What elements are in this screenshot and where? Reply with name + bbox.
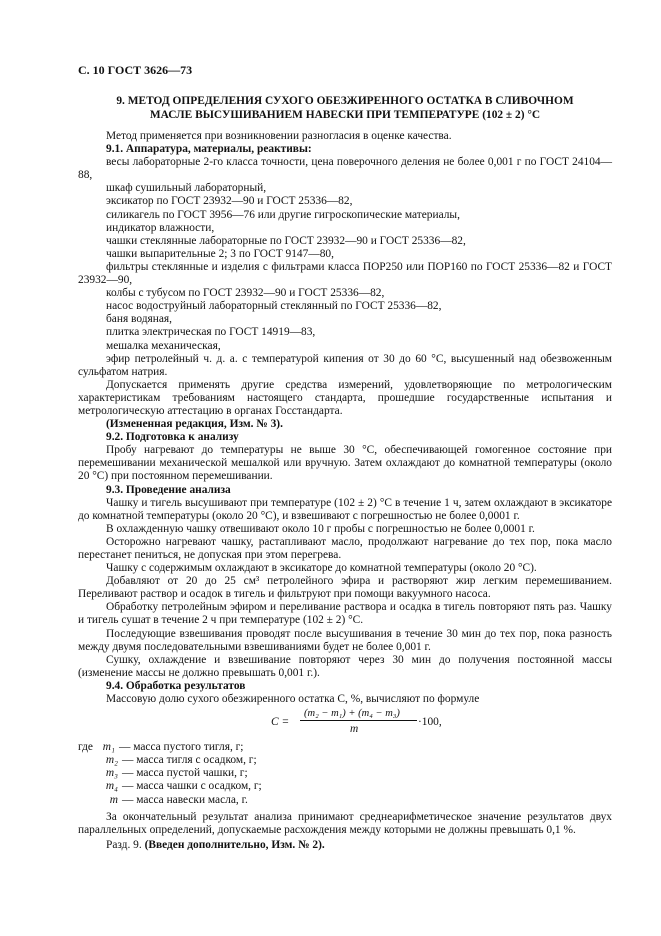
equipment-item: чашки выпарительные 2; 3 по ГОСТ 9147—80, (106, 247, 334, 260)
equipment-item: эксикатор по ГОСТ 23932—90 и ГОСТ 25336—82, (106, 195, 353, 208)
variable-text: — масса тигля с осадком, г; (122, 754, 257, 767)
variable-text: — масса пустого тигля, г; (118, 741, 244, 754)
procedure-paragraph: Чашку и тигель высушивают при температуре (102 ± 2) °С в течение 1 ч, затем охлаждают в эксикаторе до комнатной температуры (около 20 °С), и взвешивают с погрешностью не более 0,0001 г. (78, 496, 612, 522)
procedure-paragraph: Обработку петролейным эфиром и переливание раствора и осадка в тигель повторяют пять раз. Чашку и тигель сушат в течение 2 ч при температуре (102 ± 2) °С. (78, 601, 612, 627)
equipment-item: мешалка механическая, (106, 339, 221, 352)
equipment-item: насос водоструйный лабораторный стеклянный по ГОСТ 25336—82, (106, 300, 442, 313)
edition-note: (Измененная редакция, Изм. № 3). (106, 418, 283, 431)
formula-lead: Массовую долю сухого обезжиренного остатка С, %, вычисляют по формуле (106, 693, 480, 706)
formula-numerator: (m₂ − m₁) + (m₄ − m₃) (304, 708, 400, 720)
section-note-prefix: Разд. 9. (106, 838, 142, 851)
equipment-item: индикатор влажности, (106, 221, 215, 234)
intro-paragraph: Метод применяется при возникновении разногласия в оценке качества. (106, 130, 452, 142)
variable-symbol: m₁ (102, 741, 115, 754)
variable-text: — масса пустой чашки, г; (122, 767, 248, 780)
equipment-item: весы лабораторные 2-го класса точности, цена поверочного деления не более 0,001 г по ГОСТ 24104—88, (78, 156, 612, 182)
variable-definition (78, 754, 612, 767)
equipment-list (78, 156, 612, 379)
procedure-paragraph: Последующие взвешивания проводят после высушивания в течение 30 мин до тех пор, пока разность между двумя последовательными взвешиваниями будет не более 0,001 г. (78, 627, 612, 653)
subsection-9-2-heading: 9.2. Подготовка к анализу (106, 431, 239, 444)
equipment-item: шкаф сушильный лабораторный, (106, 182, 267, 195)
variable-definitions (78, 741, 612, 806)
variable-text: — масса чашки с осадком, г; (122, 780, 262, 793)
equipment-item: эфир петролейный ч. д. а. с температурой кипения от 30 до 60 °С, высушенный над обезвоженным сульфатом натрия. (78, 352, 612, 378)
subsection-9-4-heading: 9.4. Обработка результатов (106, 679, 246, 692)
subsection-9-3-heading: 9.3. Проведение анализа (106, 483, 231, 496)
procedure-paragraph: Сушку, охлаждение и взвешивание повторяют через 30 мин до получения постоянной массы (изменение массы не должно превышать 0,001 г.). (78, 653, 612, 679)
procedure-paragraph: Чашку с содержимым охлаждают в эксикаторе до комнатной температуры (около 20 °С). (106, 562, 537, 575)
equipment-item: плитка электрическая по ГОСТ 14919—83, (106, 326, 316, 339)
procedure-paragraph: Добавляют от 20 до 25 см³ петролейного эфира и растворяют жир легким перемешиванием. Переливают раствор и осадок в тигель и фильтруют при помощи вакуумного насоса. (78, 575, 612, 601)
final-result-paragraph: За окончательный результат анализа принимают среднеарифметическое значение результатов двух параллельных определений, допускаемые расхождения между которыми не должны превышать 0,1 %. (78, 810, 612, 836)
section-note (78, 839, 612, 852)
variable-definition (78, 741, 612, 754)
formula-denominator: m (350, 723, 359, 736)
variable-definition (78, 794, 612, 807)
formula-lhs: С = (271, 716, 290, 729)
variable-symbol: m₄ (105, 780, 118, 793)
variable-text: — масса навески масла, г. (122, 793, 248, 806)
variable-symbol: m₃ (105, 767, 118, 780)
equipment-item: баня водяная, (106, 313, 172, 326)
preparation-paragraph: Пробу нагревают до температуры не выше 30 °С, обеспечивающей гомогенное состояние при перемешивании механической мешалкой или вручную. Затем охлаждают до комнатной температуры (около 20 °С) при постоянном перемешивании. (78, 444, 612, 483)
title-line-1: 9. МЕТОД ОПРЕДЕЛЕНИЯ СУХОГО ОБЕЗЖИРЕННОГО ОСТАТКА В СЛИВОЧНОМ (116, 95, 574, 107)
equipment-item: чашки стеклянные лабораторные по ГОСТ 23932—90 и ГОСТ 25336—82, (106, 234, 466, 247)
section-title (78, 95, 612, 122)
subsection-9-1-heading: 9.1. Аппаратура, материалы, реактивы: (106, 143, 312, 156)
fraction-bar (300, 720, 417, 721)
equipment-item: колбы с тубусом по ГОСТ 23932—90 и ГОСТ 25336—82, (106, 287, 385, 300)
document-body (78, 130, 612, 852)
formula-tail: ·100, (418, 716, 442, 729)
variable-definition (78, 780, 612, 793)
variable-symbol: m (109, 793, 118, 806)
formula (78, 707, 612, 741)
procedure-paragraph: В охлажденную чашку отвешивают около 10 г пробы с погрешностью не более 0,0001 г. (106, 522, 535, 535)
procedure-paragraph: Осторожно нагревают чашку, растапливают масло, продолжают нагревание до тех пор, пока масло перестанет пениться, не допуская при этом перегрева. (78, 535, 612, 561)
title-line-2: МАСЛЕ ВЫСУШИВАНИЕМ НАВЕСКИ ПРИ ТЕМПЕРАТУРЕ (102 ± 2) °С (149, 108, 541, 121)
variable-definition (78, 767, 612, 780)
equipment-item: фильтры стеклянные и изделия с фильтрами класса ПОР250 или ПОР160 по ГОСТ 25336—82 и ГОСТ 23932—90, (78, 260, 612, 287)
section-note-bold: (Введен дополнительно, Изм. № 2). (144, 838, 325, 851)
page-header: С. 10 ГОСТ 3626—73 (78, 63, 193, 77)
equipment-item: силикагель по ГОСТ 3956—76 или другие гигроскопические материалы, (106, 208, 460, 221)
allowed-paragraph: Допускается применять другие средства измерений, удовлетворяющие по метрологическим характеристикам требованиям настоящего стандарта, прошедшие государственные испытания и метрологическую аттестацию в органах Госстандарта. (78, 378, 612, 417)
where-prefix: где (78, 741, 93, 754)
variable-symbol: m₂ (105, 754, 118, 767)
